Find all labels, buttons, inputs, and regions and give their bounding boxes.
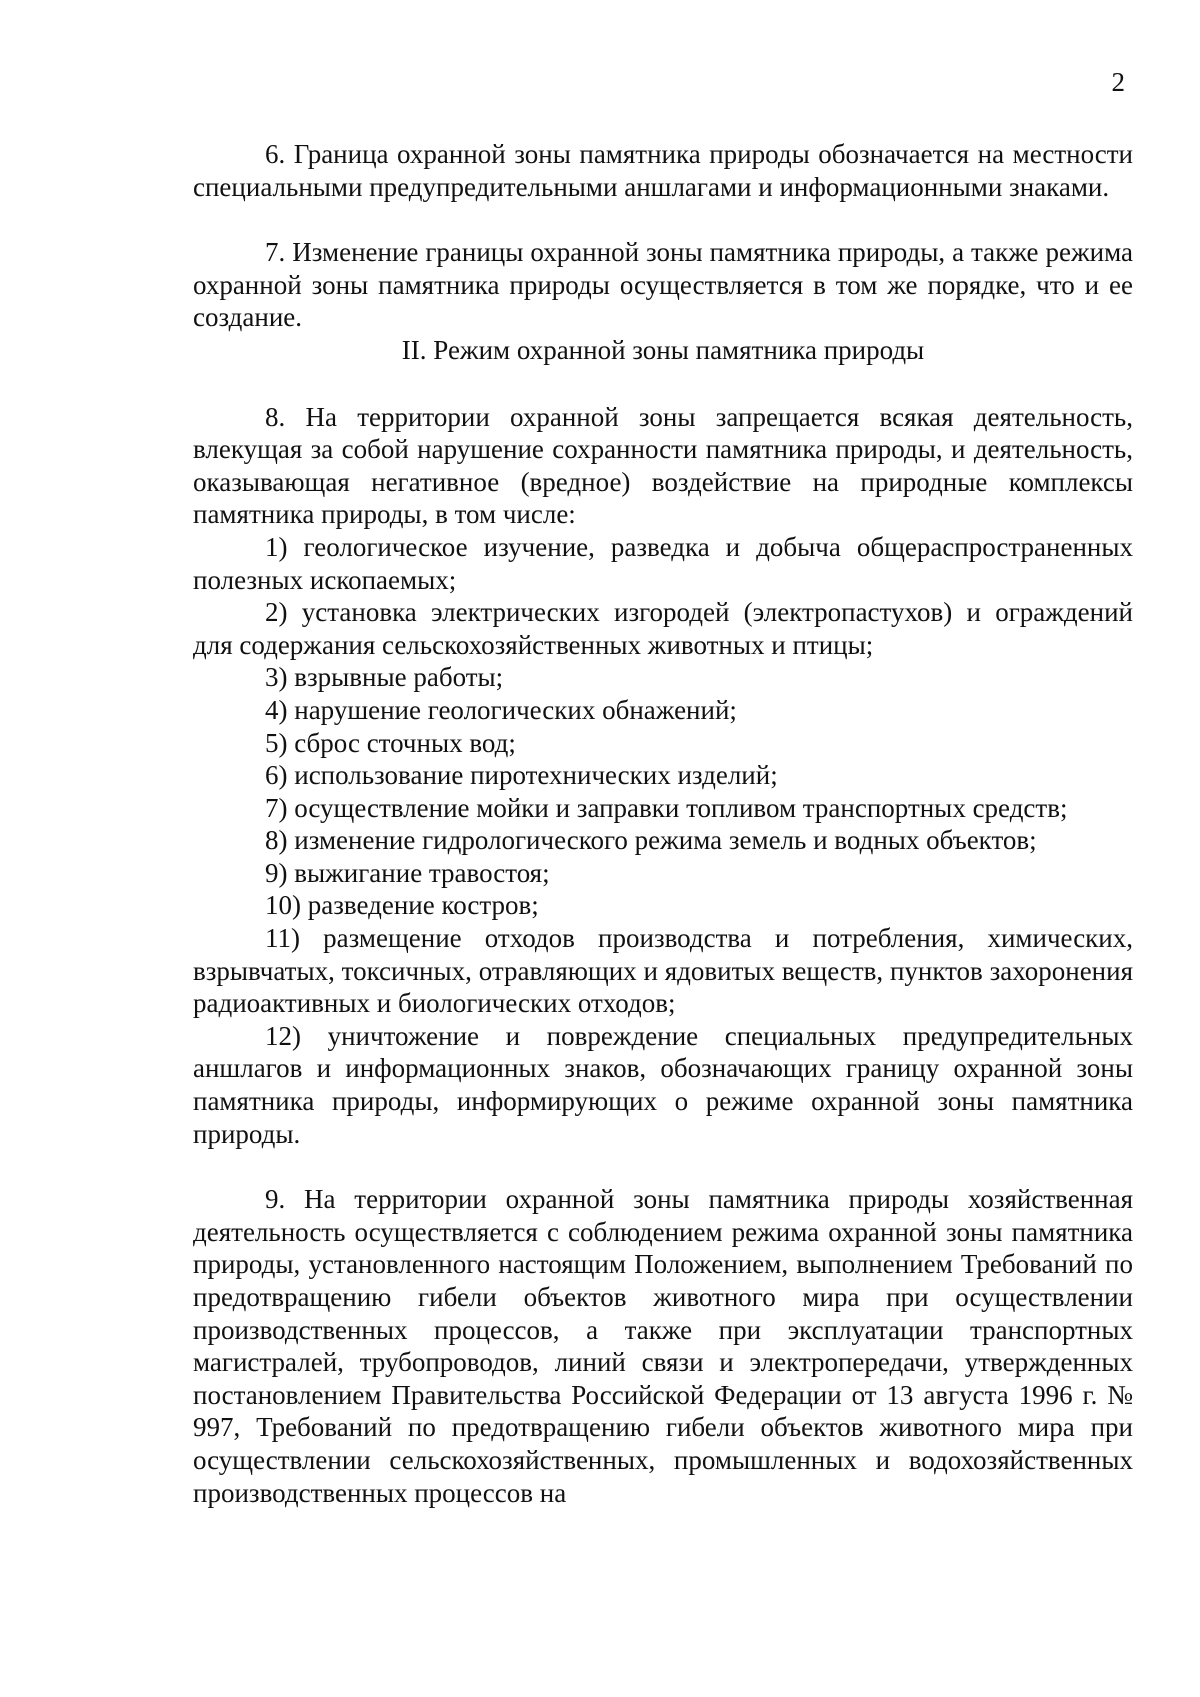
page-number: 2 [1111,67,1125,97]
list-item: 2) установка электрических изгородей (электропастухов) и ограждений для содержания сельскохозяйственных животных и птицы; [193,597,1133,660]
list-item: 12) уничтожение и повреждение специальных предупредительных аншлагов и информационных знаков, обозначающих границу охранной зоны памятника природы, информирующих о режиме охранной зоны памятника природы. [193,1020,1133,1149]
paragraph-7: 7. Изменение границы охранной зоны памятника природы, а также режима охранной зоны памятника природы осуществляется в том же порядке, что и ее создание. [193,237,1133,333]
paragraph-9: 9. На территории охранной зоны памятника природы хозяйственная деятельность осуществляется с соблюдением режима охранной зоны памятника природы, установленного настоящим Положением, выполнением Требований по предотвращению гибели объектов животного мира при осуществлении производственных процессов, а также при эксплуатации транспортных магистралей, трубопроводов, линий связи и электропередачи, утвержденных постановлением Правительства Российской Федерации от 13 августа 1996 г. № 997, Требований по предотвращению гибели объектов животного мира при осуществлении сельскохозяйственных, промышленных и водохозяйственных производственных процессов на [193,1184,1133,1508]
list-item: 10) разведение костров; [265,890,539,921]
list-item: 3) взрывные работы; [265,662,504,693]
paragraph-6: 6. Граница охранной зоны памятника природы обозначается на местности специальными предупредительными аншлагами и информационными знаками. [193,139,1133,202]
document-body [193,138,1133,1509]
list-item: 6) использование пиротехнических изделий; [265,760,778,791]
section-heading: II. Режим охранной зоны памятника природы [401,334,925,365]
list-item: 4) нарушение геологических обнажений; [265,694,737,725]
list-item: 8) изменение гидрологического режима земель и водных объектов; [265,825,1037,856]
prohibited-activities-list [193,531,1133,1150]
list-item: 5) сброс сточных вод; [265,727,516,758]
list-item: 11) размещение отходов производства и потребления, химических, взрывчатых, токсичных, отравляющих и ядовитых веществ, пунктов захоронения радиоактивных и биологических отходов; [193,923,1133,1019]
list-item: 7) осуществление мойки и заправки топливом транспортных средств; [265,792,1068,823]
list-item: 1) геологическое изучение, разведка и добыча общераспространенных полезных ископаемых; [193,531,1133,595]
list-item: 9) выжигание травостоя; [265,857,550,888]
paragraph-8: 8. На территории охранной зоны запрещается всякая деятельность, влекущая за собой нарушение сохранности памятника природы, и деятельность, оказывающая негативное (вредное) воздействие на природные комплексы памятника природы, в том числе: [193,401,1133,530]
